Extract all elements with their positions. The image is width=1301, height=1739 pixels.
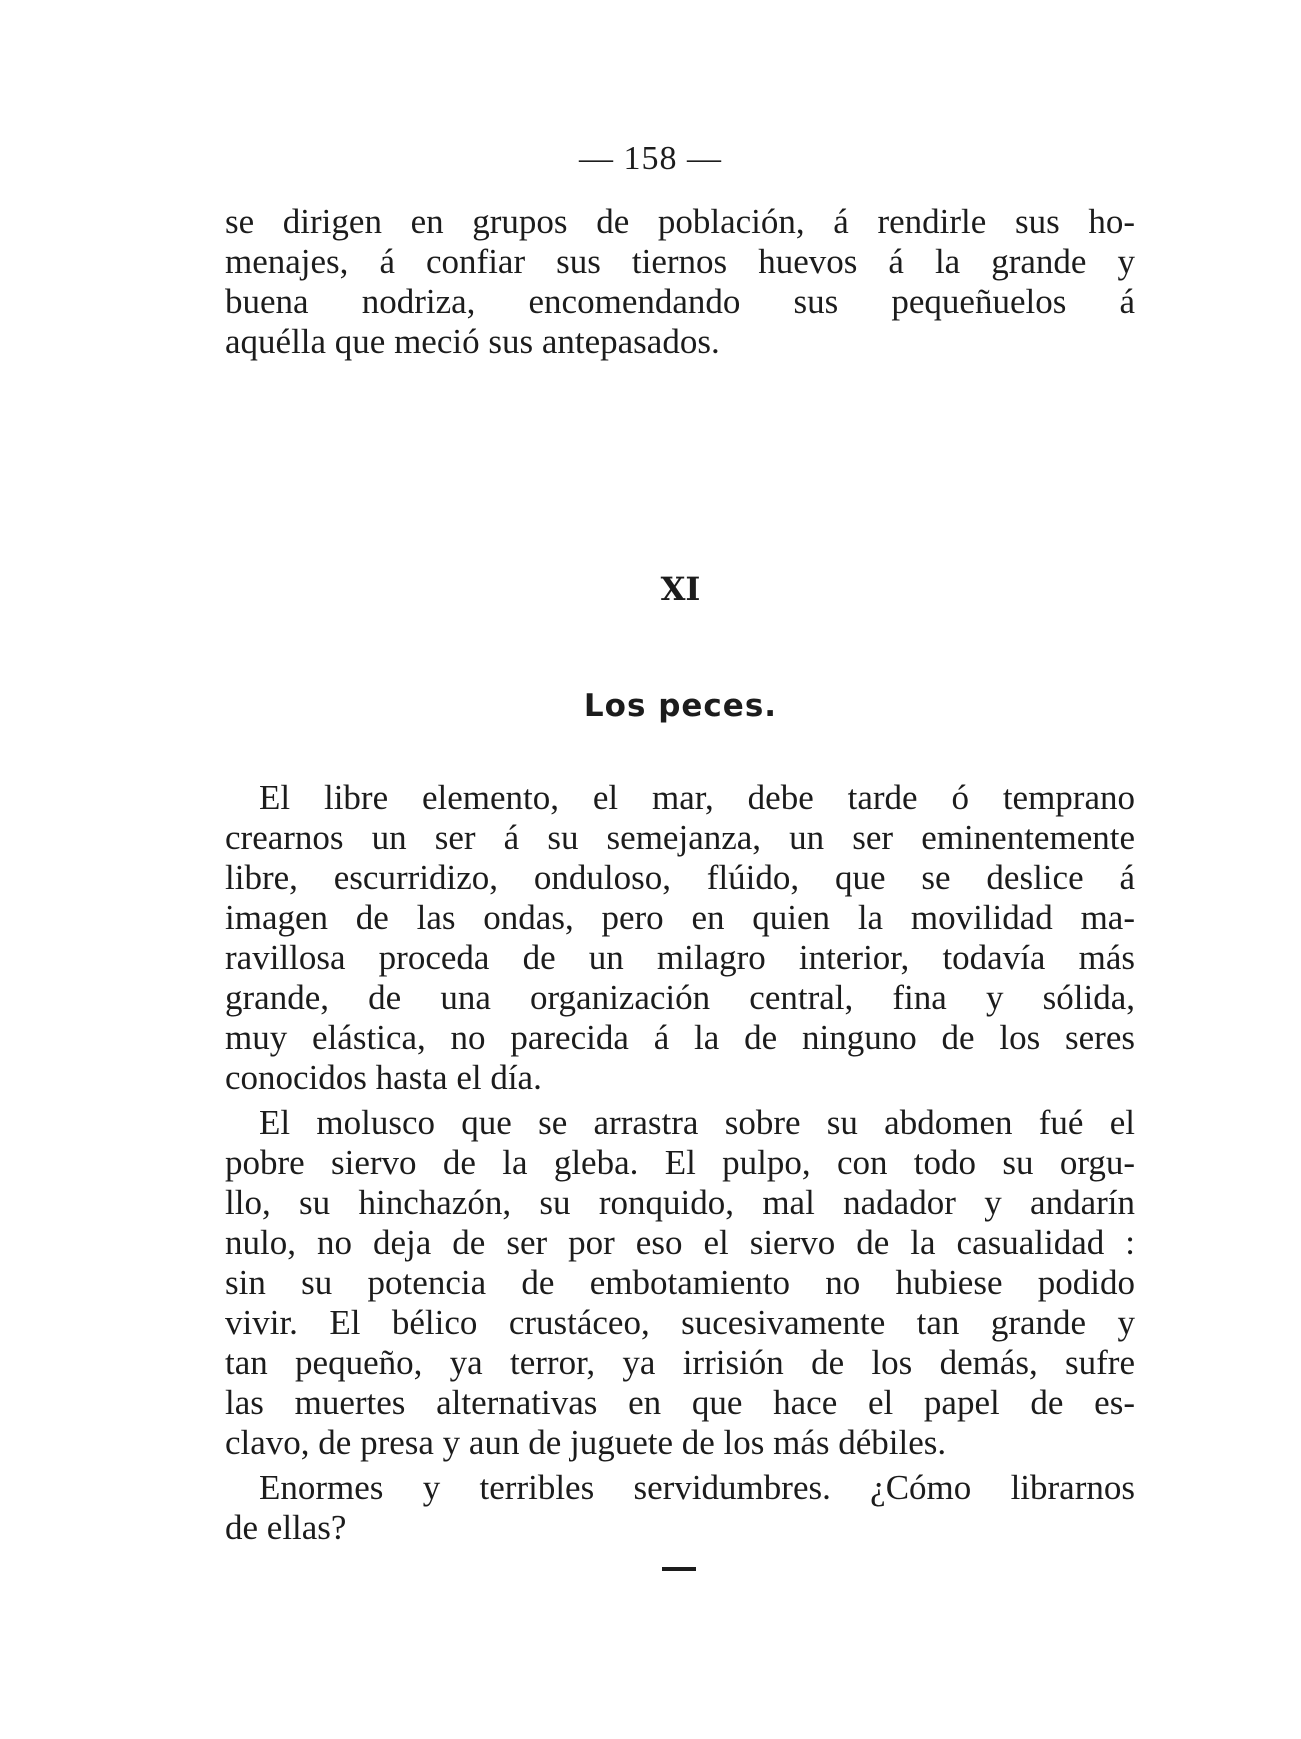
text-line: El libre elemento, el mar, debe tarde ó temprano <box>259 778 1135 817</box>
text-line: libre, escurridizo, onduloso, flúido, que se deslice á <box>225 858 1135 897</box>
paragraph <box>225 778 1135 1098</box>
text-line: pobre siervo de la gleba. El pulpo, con todo su orgu- <box>225 1143 1135 1182</box>
text-line: nulo, no deja de ser por eso el siervo de la casualidad : <box>225 1223 1135 1262</box>
text-line: vivir. El bélico crustáceo, sucesivamente tan grande y <box>225 1303 1135 1342</box>
text-line: sin su potencia de embotamiento no hubiese podido <box>225 1263 1135 1302</box>
text-line: El molusco que se arrastra sobre su abdomen fué el <box>259 1103 1135 1142</box>
text-line: imagen de las ondas, pero en quien la movilidad ma- <box>225 898 1135 937</box>
paragraph <box>225 1103 1135 1463</box>
text-line: muy elástica, no parecida á la de ninguno de los seres <box>225 1018 1135 1057</box>
paragraph-continued <box>225 202 1135 362</box>
paragraph <box>225 1468 1135 1548</box>
text-line: clavo, de presa y aun de juguete de los más débiles. <box>225 1423 947 1462</box>
text-line: de ellas? <box>225 1508 347 1547</box>
chapter-title: Los peces. <box>583 688 778 724</box>
end-rule <box>662 1567 696 1571</box>
page-number: — 158 — <box>579 140 722 177</box>
text-line: menajes, á confiar sus tiernos huevos á la grande y <box>225 242 1135 281</box>
text-line: grande, de una organización central, fina y sólida, <box>225 978 1135 1017</box>
text-line: se dirigen en grupos de población, á rendirle sus ho- <box>225 202 1135 241</box>
text-line: buena nodriza, encomendando sus pequeñuelos á <box>225 282 1135 321</box>
text-line: aquélla que meció sus antepasados. <box>225 322 720 361</box>
text-line: ravillosa proceda de un milagro interior, todavía más <box>225 938 1135 977</box>
text-line: las muertes alternativas en que hace el papel de es- <box>225 1383 1135 1422</box>
text-line: conocidos hasta el día. <box>225 1058 542 1097</box>
text-line: llo, su hinchazón, su ronquido, mal nadador y andarín <box>225 1183 1135 1222</box>
text-line: crearnos un ser á su semejanza, un ser eminentemente <box>225 818 1135 857</box>
chapter-number: XI <box>660 570 701 608</box>
text-line: tan pequeño, ya terror, ya irrisión de los demás, sufre <box>225 1343 1135 1382</box>
text-line: Enormes y terribles servidumbres. ¿Cómo librarnos <box>259 1468 1135 1507</box>
